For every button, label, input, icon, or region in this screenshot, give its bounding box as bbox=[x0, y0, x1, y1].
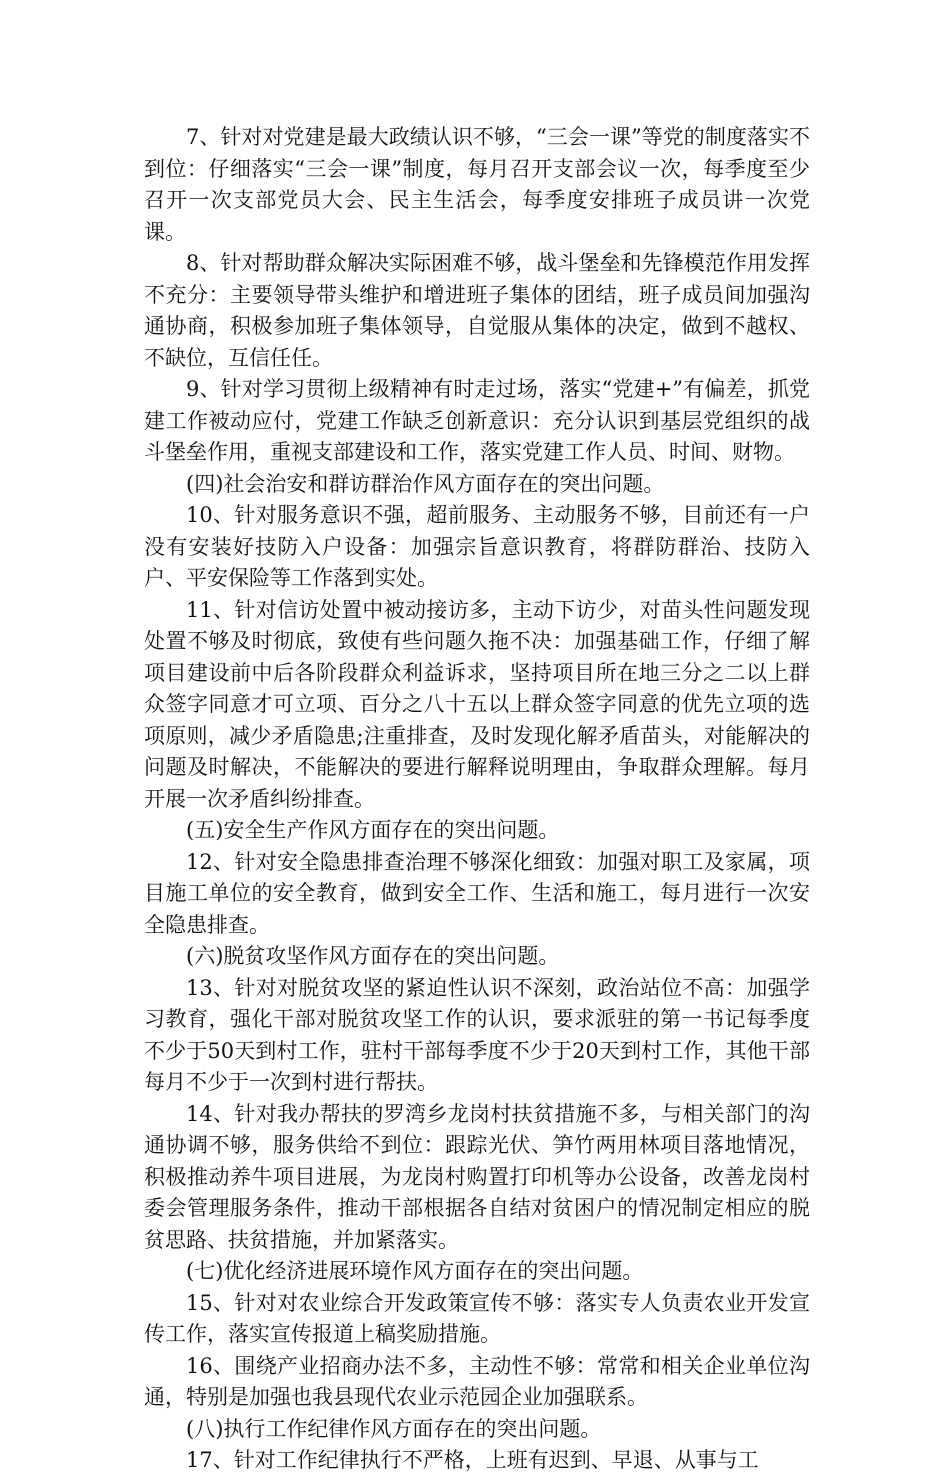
section-heading-6: (六)脱贫攻坚作风方面存在的突出问题。 bbox=[186, 944, 560, 968]
paragraph-item-10: 10、针对服务意识不强，超前服务、主动服务不够，目前还有一户没有安装好技防入户设备：加强宗旨意识教育，将群防群治、技防入户、平安保险等工作落到实处。 bbox=[144, 503, 810, 590]
document-body bbox=[144, 122, 810, 1477]
paragraph-item-9: 9、针对学习贯彻上级精神有时走过场，落实“党建+”有偏差，抓党建工作被动应付，党建工作缺乏创新意识：充分认识到基层党组织的战斗堡垒作用，重视支部建设和工作，落实党建工作人员、时间、财物。 bbox=[144, 377, 810, 464]
section-heading-5: (五)安全生产作风方面存在的突出问题。 bbox=[186, 818, 560, 842]
paragraph-item-16: 16、围绕产业招商办法不多，主动性不够：常常和相关企业单位沟通，特别是加强也我县现代农业示范园企业加强联系。 bbox=[144, 1353, 810, 1409]
paragraph-item-11: 11、针对信访处置中被动接访多，主动下访少，对苗头性问题发现处置不够及时彻底，致使有些问题久拖不决：加强基础工作，仔细了解项目建设前中后各阶段群众利益诉求，坚持项目所在地三分之二以上群众签字同意才可立项、百分之八十五以上群众签字同意的优先立项的选项原则，减少矛盾隐患;注重排查，及时发现化解矛盾苗头，对能解决的问题及时解决，不能解决的要进行解释说明理由，争取群众理解。每月开展一次矛盾纠纷排查。 bbox=[144, 597, 810, 811]
section-heading-8: (八)执行工作纪律作风方面存在的突出问题。 bbox=[186, 1416, 602, 1441]
paragraph-item-14: 14、针对我办帮扶的罗湾乡龙岗村扶贫措施不多，与相关部门的沟通协调不够，服务供给不到位：跟踪光伏、笋竹两用林项目落地情况，积极推动养牛项目进展，为龙岗村购置打印机等办公设备，改善龙岗村委会管理服务条件，推动干部根据各自结对贫困户的情况制定相应的脱贫思路、扶贫措施，并加紧落实。 bbox=[144, 1101, 810, 1252]
section-heading-7: (七)优化经济进展环境作风方面存在的突出问题。 bbox=[186, 1259, 644, 1283]
section-heading-4: (四)社会治安和群访群治作风方面存在的突出问题。 bbox=[186, 471, 665, 496]
paragraph-item-13: 13、针对对脱贫攻坚的紧迫性认识不深刻，政治站位不高：加强学习教育，强化干部对脱贫攻坚工作的认识，要求派驻的第一书记每季度不少于50天到村工作，驻村干部每季度不少于20天到村工作，其他干部每月不少于一次到村进行帮扶。 bbox=[144, 975, 810, 1094]
paragraph-item-15: 15、针对对农业综合开发政策宣传不够：落实专人负责农业开发宣传工作，落实宣传报道上稿奖励措施。 bbox=[144, 1290, 810, 1346]
paragraph-item-7: 7、针对对党建是最大政绩认识不够，“三会一课”等党的制度落实不到位：仔细落实“三会一课”制度，每月召开支部会议一次，每季度至少召开一次支部党员大会、民主生活会，每季度安排班子成员讲一次党课。 bbox=[144, 125, 810, 244]
paragraph-item-8: 8、针对帮助群众解决实际困难不够，战斗堡垒和先锋模范作用发挥不充分：主要领导带头维护和增进班子集体的团结，班子成员间加强沟通协商，积极参加班子集体领导，自觉服从集体的决定，做到不越权、不缺位，互信任任。 bbox=[144, 251, 810, 370]
paragraph-item-12: 12、针对安全隐患排查治理不够深化细致：加强对职工及家属，项目施工单位的安全教育，做到安全工作、生活和施工，每月进行一次安全隐患排查。 bbox=[144, 849, 810, 937]
paragraph-item-17: 17、针对工作纪律执行不严格，上班有迟到、早退、从事与工 bbox=[186, 1448, 759, 1472]
